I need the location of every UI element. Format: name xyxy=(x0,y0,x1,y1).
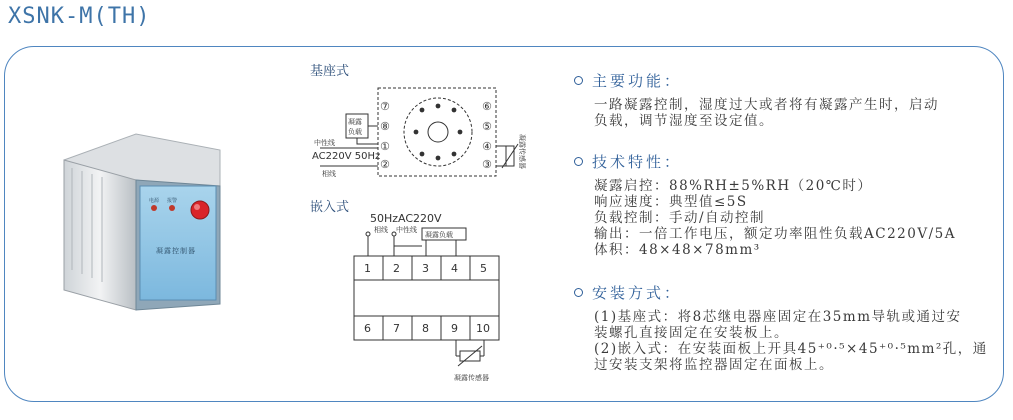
base-pin-3: ③ xyxy=(482,158,492,171)
section-line: 负载，调节湿度至设定值。 xyxy=(594,113,774,129)
base-pin-6: ⑥ xyxy=(482,100,492,113)
base-pin-7: ⑦ xyxy=(380,100,390,113)
embed-terminal-7: 7 xyxy=(393,322,400,335)
section-line: 过安装支架将监控器固定在面板上。 xyxy=(594,357,834,373)
embed-terminal-5: 5 xyxy=(480,262,487,275)
section-line: 负载控制：手动/自动控制 xyxy=(594,210,766,226)
base-sensor-label: 凝露传感器 xyxy=(518,134,526,169)
power-led xyxy=(151,205,157,211)
embed-neutral-label: 中性线 xyxy=(396,226,417,234)
bullet-icon xyxy=(574,76,583,85)
bullet-icon xyxy=(574,288,583,297)
embed-terminal-2: 2 xyxy=(393,262,400,275)
base-pin-4: ④ xyxy=(482,140,492,153)
section-line: (2)嵌入式：在安装面板上开具45⁺⁰·⁵×45⁺⁰·⁵mm²孔，通 xyxy=(594,341,988,357)
section-heading: 主要功能： xyxy=(592,72,683,90)
section-line: 装螺孔直接固定在安装板上。 xyxy=(594,325,789,341)
section-line: (1)基座式：将8芯继电器座固定在35mm导轨或通过安 xyxy=(594,309,962,325)
base-pin-2: ② xyxy=(380,158,390,171)
embed-supply-label: 50HzAC220V xyxy=(370,212,442,225)
embed-terminal-3: 3 xyxy=(422,262,429,275)
led-label-power: 电源 xyxy=(149,198,160,204)
section-heading: 安装方式： xyxy=(592,284,683,302)
section-line: 体积：48×48×78mm³ xyxy=(594,242,761,258)
embed-live-label: 相线 xyxy=(374,226,388,234)
section-main-function xyxy=(574,70,994,129)
product-name-label: 凝露控制器 xyxy=(156,247,196,255)
section-installation xyxy=(574,282,994,373)
embed-terminal-4: 4 xyxy=(451,262,458,275)
section-line: 凝露启控：88%RH±5%RH（20℃时） xyxy=(594,178,873,194)
base-supply-label: AC220V 50Hz xyxy=(312,151,381,162)
section-line: 响应速度：典型值≤5S xyxy=(594,194,748,210)
base-pin-8: ⑧ xyxy=(380,120,390,133)
embed-terminal-9: 9 xyxy=(451,322,458,335)
base-wiring-diagram xyxy=(310,80,530,185)
base-type-heading: 基座式 xyxy=(310,64,350,79)
alarm-led xyxy=(169,205,175,211)
product-image xyxy=(50,120,230,315)
section-heading: 技术特性： xyxy=(592,153,683,171)
red-knob[interactable] xyxy=(191,201,209,219)
base-pin-1: ① xyxy=(380,140,390,153)
section-tech-specs xyxy=(574,151,994,258)
base-neutral-label: 中性线 xyxy=(314,139,335,147)
embed-terminal-6: 6 xyxy=(364,322,371,335)
led-label-alarm: 报警 xyxy=(167,198,178,204)
embed-wiring-diagram xyxy=(350,208,520,388)
bullet-icon xyxy=(574,157,583,166)
embed-terminal-1: 1 xyxy=(364,262,371,275)
model-title: XSNK-M(TH) xyxy=(8,4,151,29)
embed-terminal-10: 10 xyxy=(476,322,490,335)
embed-type-heading: 嵌入式 xyxy=(310,200,350,215)
base-load-label-2: 负载 xyxy=(348,128,362,136)
embed-terminal-8: 8 xyxy=(422,322,429,335)
base-live-label: 相线 xyxy=(322,170,336,178)
embed-load-label: 凝露负载 xyxy=(425,231,453,239)
section-line: 一路凝露控制，湿度过大或者将有凝露产生时，启动 xyxy=(594,97,939,113)
base-pin-5: ⑤ xyxy=(482,120,492,133)
section-line: 输出：一倍工作电压，额定功率阻性负载AC220V/5A xyxy=(594,226,956,242)
base-load-label: 凝露 xyxy=(348,118,362,126)
embed-sensor-label: 凝露传感器 xyxy=(454,374,489,382)
